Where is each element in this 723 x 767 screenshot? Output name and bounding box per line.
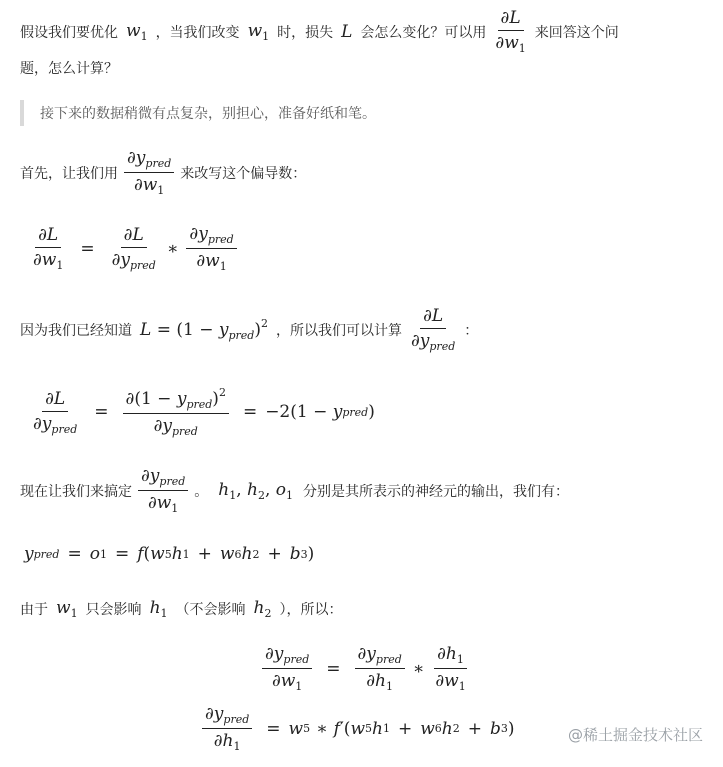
watermark: @稀土掘金技术社区 (567, 726, 703, 744)
equation-dypred-dw1: $\frac{\partial y_{pred}}{\partial w_1}$ = $\frac{\partial y_{pred}}{\partial h_1}$ ∗ $\frac{\partial h_1}{\partial w_1}$ (256, 644, 475, 693)
paragraph-4 (20, 466, 569, 515)
fraction-dypred-dw1: $\frac{\partial y_{pred}}{\partial w_1}$ (138, 466, 188, 515)
paragraph-2 (20, 148, 306, 197)
fraction-dL-dypred: $\frac{\partial L}{\partial y_{pred}}$ (410, 306, 456, 353)
fraction-dypred-dw1: $\frac{\partial y_{pred}}{\partial w_1}$ (124, 148, 174, 197)
text: ，当我们改变 (155, 24, 240, 41)
text: ），所以： (279, 602, 343, 618)
paragraph-1 (20, 8, 619, 55)
text: 现在让我们来搞定 (20, 483, 132, 500)
math-w1: $w_1$ (247, 20, 270, 43)
paragraph-3 (20, 306, 478, 353)
math-L: L (341, 21, 353, 42)
text: （不会影响 (175, 602, 246, 618)
text: ： (464, 322, 479, 339)
text: 因为我们已经知道 (20, 322, 132, 339)
blockquote (20, 100, 720, 126)
text: 。 (194, 483, 209, 500)
equation-dL-dypred: $\frac{\partial L}{\partial y_{pred}}$ = $\frac{\partial(1 - y_{pred})^2}{\partial y_{pred}}$ = −2(1 − y pred ) (33, 386, 375, 438)
text: 首先，让我们用 (20, 165, 118, 182)
text: 只会影响 (85, 602, 142, 618)
text: 来改写这个偏导数： (180, 165, 307, 182)
text: 来回答这个问 (534, 24, 619, 41)
math-h1: $h_1$ (149, 598, 168, 620)
quote-text: 接下来的数据稍微有点复杂，别担心，准备好纸和笔。 (40, 106, 376, 122)
equation-ypred: y pred = o 1 = f ( w 5 h 1 + w 6 h 2 + b 3 ) (24, 544, 315, 564)
text: 由于 (20, 602, 48, 618)
text: 时，损失 (277, 24, 334, 41)
text: 题，怎么计算？ (20, 61, 118, 77)
paragraph-5 (20, 598, 342, 620)
text: 会怎么变化？可以用 (360, 24, 487, 41)
equation-chain-rule: $\frac{\partial L}{\partial w_1}$ = $\frac{\partial L}{\partial y_{pred}}$ ∗ $\frac{\partial y_{pred}}{\partial w_1}$ (24, 224, 243, 273)
math-h2: $h_2$ (253, 598, 272, 620)
text: ，所以我们可以计算 (275, 322, 402, 339)
text: 分别是其所表示的神经元的输出，我们有： (303, 483, 570, 500)
paragraph-1-cont (20, 58, 118, 78)
math-loss-def: $L = (1 - y_{pred})^2$ (140, 317, 268, 342)
math-h1-h2-o1: $h_1$, $h_2$, $o_1$ (218, 479, 294, 502)
fraction-dL-dw1: $\frac{\partial L}{\partial w_1}$ (495, 8, 526, 55)
math-w1: $w_1$ (56, 598, 78, 620)
text: 假设我们要优化 (20, 24, 118, 41)
math-w1: $w_1$ (126, 20, 148, 43)
equation-dypred-dh1: $\frac{\partial y_{pred}}{\partial h_1}$ = w 5 ∗ f ′( w 5 h 1 + w 6 h 2 + b 3 ) (196, 704, 515, 753)
